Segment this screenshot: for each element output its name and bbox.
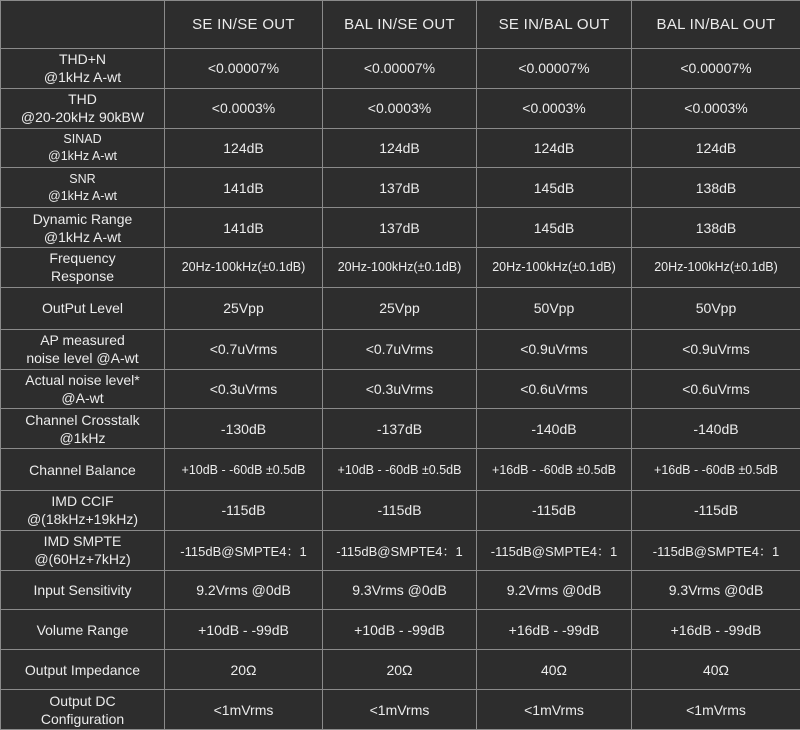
value-cell: 25Vpp — [165, 287, 323, 329]
table-row — [1, 49, 800, 89]
value-cell: <0.7uVrms — [165, 329, 323, 369]
value-cell: <0.0003% — [165, 88, 323, 128]
value-cell: 20Ω — [165, 650, 323, 690]
value-cell: <0.00007% — [165, 49, 323, 89]
param-label-line: SINAD — [63, 132, 102, 147]
param-label — [1, 88, 165, 128]
header-bal-in-bal-out: BAL IN/BAL OUT — [632, 1, 800, 49]
table-row — [1, 530, 800, 570]
value-cell: 124dB — [632, 128, 800, 168]
value-cell: -115dB — [632, 491, 800, 531]
table-row — [1, 248, 800, 288]
value-cell: +16dB - -99dB — [632, 610, 800, 650]
param-label-line: Actual noise level* — [25, 371, 140, 388]
value-cell: <0.3uVrms — [165, 369, 323, 409]
value-cell: -130dB — [165, 409, 323, 449]
value-cell: -115dB@SMPTE4：1 — [632, 530, 800, 570]
param-label-line: Dynamic Range — [32, 210, 133, 227]
value-cell: 9.3Vrms @0dB — [323, 570, 477, 610]
param-label-line: Output DC — [49, 692, 116, 709]
table-row — [1, 208, 800, 248]
param-label — [1, 530, 165, 570]
value-cell: 141dB — [165, 208, 323, 248]
param-label-line: SNR — [69, 171, 96, 186]
param-label-line: Volume Range — [36, 621, 129, 638]
value-cell: +10dB - -99dB — [165, 610, 323, 650]
value-cell: -115dB@SMPTE4：1 — [477, 530, 632, 570]
value-cell: 9.3Vrms @0dB — [632, 570, 800, 610]
header-bal-in-se-out: BAL IN/SE OUT — [323, 1, 477, 49]
value-cell: -115dB — [165, 491, 323, 531]
param-label-line: IMD CCIF — [51, 493, 114, 510]
param-label-line: @A-wt — [61, 389, 104, 406]
param-label-line: Output Impedance — [24, 661, 141, 678]
value-cell: 20Hz-100kHz(±0.1dB) — [632, 248, 800, 288]
value-cell: <0.6uVrms — [477, 369, 632, 409]
value-cell: <1mVrms — [165, 690, 323, 730]
param-label — [1, 369, 165, 409]
value-cell: 9.2Vrms @0dB — [165, 570, 323, 610]
table-row — [1, 329, 800, 369]
table-row — [1, 650, 800, 690]
value-cell: -115dB@SMPTE4：1 — [323, 530, 477, 570]
param-label — [1, 128, 165, 168]
param-label — [1, 287, 165, 329]
param-label-line: Response — [50, 268, 115, 285]
value-cell: <0.0003% — [323, 88, 477, 128]
param-label-line: @1kHz A-wt — [48, 188, 117, 203]
value-cell: 20Hz-100kHz(±0.1dB) — [477, 248, 632, 288]
value-cell: 40Ω — [477, 650, 632, 690]
value-cell: <0.00007% — [632, 49, 800, 89]
param-label-line: AP measured — [40, 332, 125, 349]
param-label — [1, 650, 165, 690]
value-cell: <0.9uVrms — [632, 329, 800, 369]
value-cell: 137dB — [323, 168, 477, 208]
table-row — [1, 287, 800, 329]
table-row — [1, 690, 800, 730]
param-label — [1, 449, 165, 491]
param-label — [1, 329, 165, 369]
value-cell: 124dB — [477, 128, 632, 168]
value-cell: +10dB - -60dB ±0.5dB — [165, 449, 323, 491]
value-cell: 124dB — [165, 128, 323, 168]
value-cell: -115dB — [477, 491, 632, 531]
param-label — [1, 610, 165, 650]
value-cell: 138dB — [632, 168, 800, 208]
table-row — [1, 570, 800, 610]
value-cell: 20Ω — [323, 650, 477, 690]
value-cell: <0.00007% — [323, 49, 477, 89]
param-label — [1, 168, 165, 208]
value-cell: 9.2Vrms @0dB — [477, 570, 632, 610]
value-cell: 40Ω — [632, 650, 800, 690]
value-cell: <0.0003% — [477, 88, 632, 128]
value-cell: +16dB - -60dB ±0.5dB — [632, 449, 800, 491]
value-cell: 145dB — [477, 208, 632, 248]
value-cell: <0.9uVrms — [477, 329, 632, 369]
value-cell: 20Hz-100kHz(±0.1dB) — [323, 248, 477, 288]
param-label-line: Input Sensitivity — [33, 582, 132, 599]
table-row — [1, 128, 800, 168]
value-cell: <0.3uVrms — [323, 369, 477, 409]
param-label — [1, 409, 165, 449]
value-cell: -137dB — [323, 409, 477, 449]
table-row — [1, 88, 800, 128]
value-cell: 50Vpp — [477, 287, 632, 329]
value-cell: <0.0003% — [632, 88, 800, 128]
table-row — [1, 449, 800, 491]
param-label-line: @1kHz A-wt — [48, 149, 117, 164]
value-cell: 25Vpp — [323, 287, 477, 329]
param-label-line: IMD SMPTE — [43, 533, 122, 550]
param-label-line: Channel Balance — [29, 461, 136, 478]
param-label — [1, 570, 165, 610]
param-label — [1, 248, 165, 288]
value-cell: <0.7uVrms — [323, 329, 477, 369]
value-cell: +10dB - -60dB ±0.5dB — [323, 449, 477, 491]
value-cell: +16dB - -60dB ±0.5dB — [477, 449, 632, 491]
header-row — [1, 1, 800, 49]
value-cell: 138dB — [632, 208, 800, 248]
value-cell: +10dB - -99dB — [323, 610, 477, 650]
param-label-line: @1kHz A-wt — [43, 228, 122, 245]
param-label — [1, 49, 165, 89]
value-cell: 137dB — [323, 208, 477, 248]
value-cell: 20Hz-100kHz(±0.1dB) — [165, 248, 323, 288]
value-cell: 124dB — [323, 128, 477, 168]
table-row — [1, 491, 800, 531]
param-label — [1, 690, 165, 730]
value-cell: <0.00007% — [477, 49, 632, 89]
param-label-line: Configuration — [40, 710, 125, 727]
header-corner-cell — [1, 1, 165, 49]
value-cell: <1mVrms — [632, 690, 800, 730]
param-label-line: THD — [68, 91, 97, 108]
param-label — [1, 208, 165, 248]
param-label-line: THD+N — [58, 51, 107, 68]
param-label-line: @20-20kHz 90kBW — [20, 109, 145, 126]
table-row — [1, 610, 800, 650]
table-row — [1, 168, 800, 208]
value-cell: +16dB - -99dB — [477, 610, 632, 650]
header-se-in-se-out: SE IN/SE OUT — [165, 1, 323, 49]
value-cell: 145dB — [477, 168, 632, 208]
param-label-line: noise level @A-wt — [26, 350, 139, 367]
value-cell: -115dB@SMPTE4：1 — [165, 530, 323, 570]
value-cell: <1mVrms — [323, 690, 477, 730]
value-cell: -140dB — [477, 409, 632, 449]
param-label-line: @(18kHz+19kHz) — [26, 511, 139, 528]
param-label-line: Channel Crosstalk — [25, 411, 140, 428]
value-cell: <0.6uVrms — [632, 369, 800, 409]
param-label-line: @(60Hz+7kHz) — [34, 551, 131, 568]
param-label — [1, 491, 165, 531]
value-cell: -115dB — [323, 491, 477, 531]
value-cell: 50Vpp — [632, 287, 800, 329]
value-cell: 141dB — [165, 168, 323, 208]
table-row — [1, 409, 800, 449]
param-label-line: OutPut Level — [42, 300, 123, 317]
param-label-line: @1kHz A-wt — [43, 69, 122, 86]
param-label-line: Frequency — [49, 250, 116, 267]
header-se-in-bal-out: SE IN/BAL OUT — [477, 1, 632, 49]
value-cell: <1mVrms — [477, 690, 632, 730]
param-label-line: @1kHz — [59, 429, 106, 446]
table-row — [1, 369, 800, 409]
value-cell: -140dB — [632, 409, 800, 449]
